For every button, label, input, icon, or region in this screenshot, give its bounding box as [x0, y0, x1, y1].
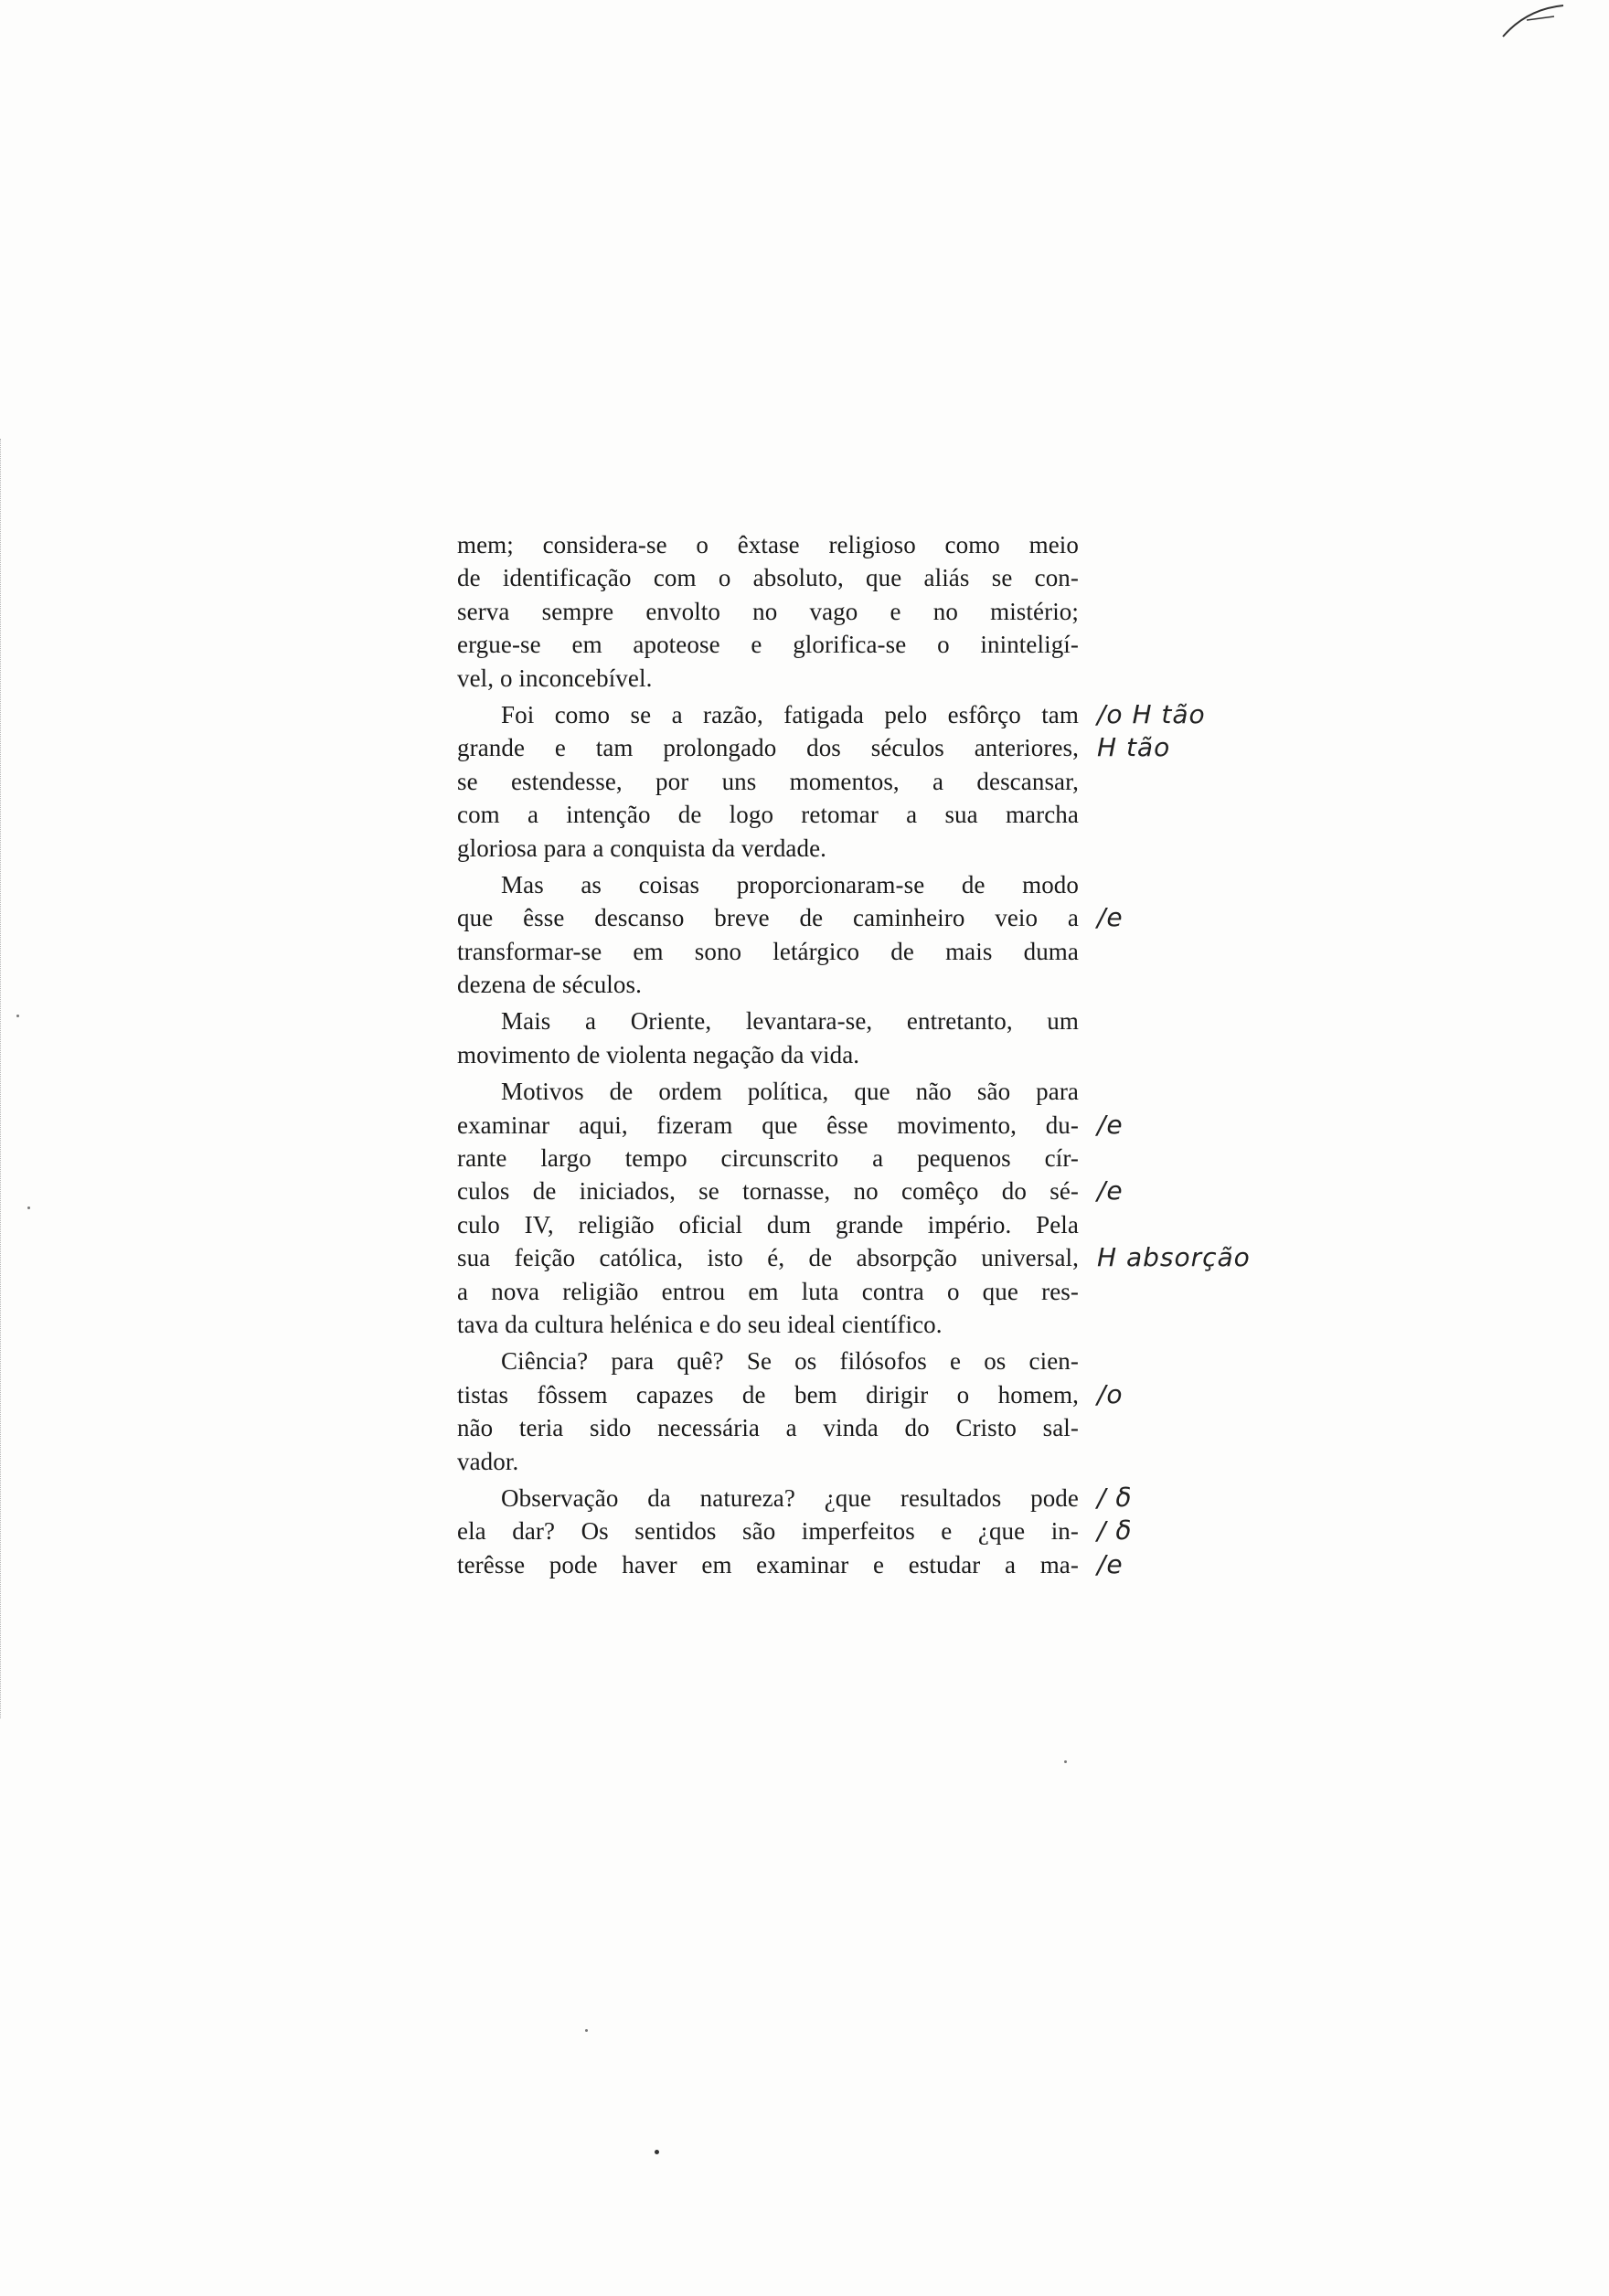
scan-edge-artifact — [0, 439, 6, 1718]
speck — [27, 1206, 30, 1209]
margin-annotation: / δ — [1097, 1482, 1133, 1513]
text-line — [457, 1515, 1133, 1547]
text-line-content: grande e tam prolongado dos séculos anteriores, — [457, 734, 1079, 762]
text-line-content: não teria sido necessária a vinda do Cristo sal- — [457, 1414, 1079, 1442]
text-line — [457, 968, 1079, 1001]
text-line-content: Foi como se a razão, fatigada pelo esfôrço tam — [501, 700, 1079, 728]
text-line-content: Ciência? para quê? Se os filósofos e os cien- — [501, 1347, 1079, 1376]
text-line — [457, 798, 1079, 831]
text-line-content: Mais a Oriente, levantara-se, entretanto, um — [501, 1007, 1079, 1036]
text-line — [457, 595, 1079, 628]
text-line — [457, 1378, 1124, 1411]
text-line — [457, 1308, 1079, 1341]
text-line-content: que êsse descanso breve de caminheiro veio a — [457, 904, 1079, 932]
text-line — [457, 1445, 1079, 1478]
speck — [585, 2029, 588, 2032]
text-line — [457, 1548, 1124, 1581]
margin-annotation: /e — [1097, 1175, 1124, 1206]
text-line — [457, 1004, 1079, 1037]
text-line — [457, 731, 1171, 764]
text-line-content: examinar aqui, fizeram que êsse movimento, du- — [457, 1111, 1079, 1139]
margin-annotation: H absorção — [1097, 1242, 1251, 1273]
text-line-content: transformar-se em sono letárgico de mais duma — [457, 937, 1079, 965]
text-line-content: a nova religião entrou em luta contra o que res- — [457, 1277, 1079, 1305]
text-line — [457, 765, 1079, 798]
text-line-content: tistas fôssem capazes de bem dirigir o homem, — [457, 1380, 1079, 1408]
corner-pen-mark — [1499, 0, 1591, 55]
text-line-content: terêsse pode haver em examinar e estudar a ma- — [457, 1550, 1079, 1578]
text-line-content: mem; considera-se o êxtase religioso como meio — [457, 531, 1079, 558]
text-line-content: culo IV, religião oficial dum grande império. Pela — [457, 1210, 1079, 1238]
text-line-content: vel, o inconcebível. — [457, 664, 653, 692]
text-column — [457, 528, 1251, 1581]
text-line — [457, 698, 1206, 731]
speck — [1064, 1760, 1067, 1763]
text-line — [457, 628, 1079, 661]
text-line-content: ela dar? Os sentidos são imperfeitos e ¿que in- — [457, 1517, 1079, 1546]
text-line-content: com a intenção de logo retomar a sua marcha — [457, 801, 1079, 829]
page-dot — [655, 2150, 659, 2154]
text-line-content: tava da cultura helénica e do seu ideal científico. — [457, 1310, 943, 1338]
text-line — [457, 1142, 1079, 1175]
text-line-content: gloriosa para a conquista da verdade. — [457, 834, 827, 862]
text-line — [457, 1345, 1079, 1377]
text-line — [457, 1482, 1133, 1515]
text-line — [457, 1038, 1079, 1071]
text-line — [457, 1411, 1079, 1444]
text-line — [457, 561, 1079, 594]
text-line-content: ergue-se em apoteose e glorifica-se o ininteligí- — [457, 631, 1079, 659]
speck — [16, 1015, 19, 1017]
text-line — [457, 662, 1079, 695]
text-line — [457, 868, 1079, 901]
text-line-content: serva sempre envolto no vago e no mistério; — [457, 597, 1079, 625]
text-line-content: de identificação com o absoluto, que aliás se con- — [457, 564, 1079, 592]
text-line-content: se estendesse, por uns momentos, a descansar, — [457, 767, 1079, 795]
text-line-content: sua feição católica, isto é, de absorpção universal, — [457, 1244, 1079, 1272]
text-line — [457, 935, 1079, 968]
margin-annotation: /o H tão — [1097, 698, 1206, 729]
margin-annotation: H tão — [1097, 732, 1171, 763]
text-line — [457, 1241, 1251, 1274]
margin-annotation: /e — [1097, 1109, 1124, 1140]
margin-annotation: /e — [1097, 1548, 1124, 1579]
text-line-content: culos de iniciados, se tornasse, no comêço do sé- — [457, 1177, 1079, 1206]
text-line-content: Mas as coisas proporcionaram-se de modo — [501, 870, 1079, 898]
text-line-content: Observação da natureza? ¿que resultados pode — [501, 1483, 1079, 1512]
text-line — [457, 1208, 1079, 1241]
margin-annotation: / δ — [1097, 1515, 1133, 1547]
text-line — [457, 832, 1079, 865]
text-line — [457, 901, 1124, 934]
text-line-content: Motivos de ordem política, que não são para — [501, 1078, 1079, 1106]
text-line — [457, 1275, 1079, 1308]
text-line-content: vador. — [457, 1447, 519, 1475]
text-line — [457, 1109, 1124, 1142]
text-line — [457, 528, 1079, 561]
text-line-content: movimento de violenta negação da vida. — [457, 1040, 860, 1068]
margin-annotation: /o — [1097, 1378, 1124, 1409]
text-line — [457, 1175, 1124, 1207]
margin-annotation: /e — [1097, 902, 1124, 933]
text-line-content: rante largo tempo circunscrito a pequenos cír- — [457, 1144, 1079, 1173]
text-line — [457, 1075, 1079, 1108]
text-line-content: dezena de séculos. — [457, 971, 642, 999]
